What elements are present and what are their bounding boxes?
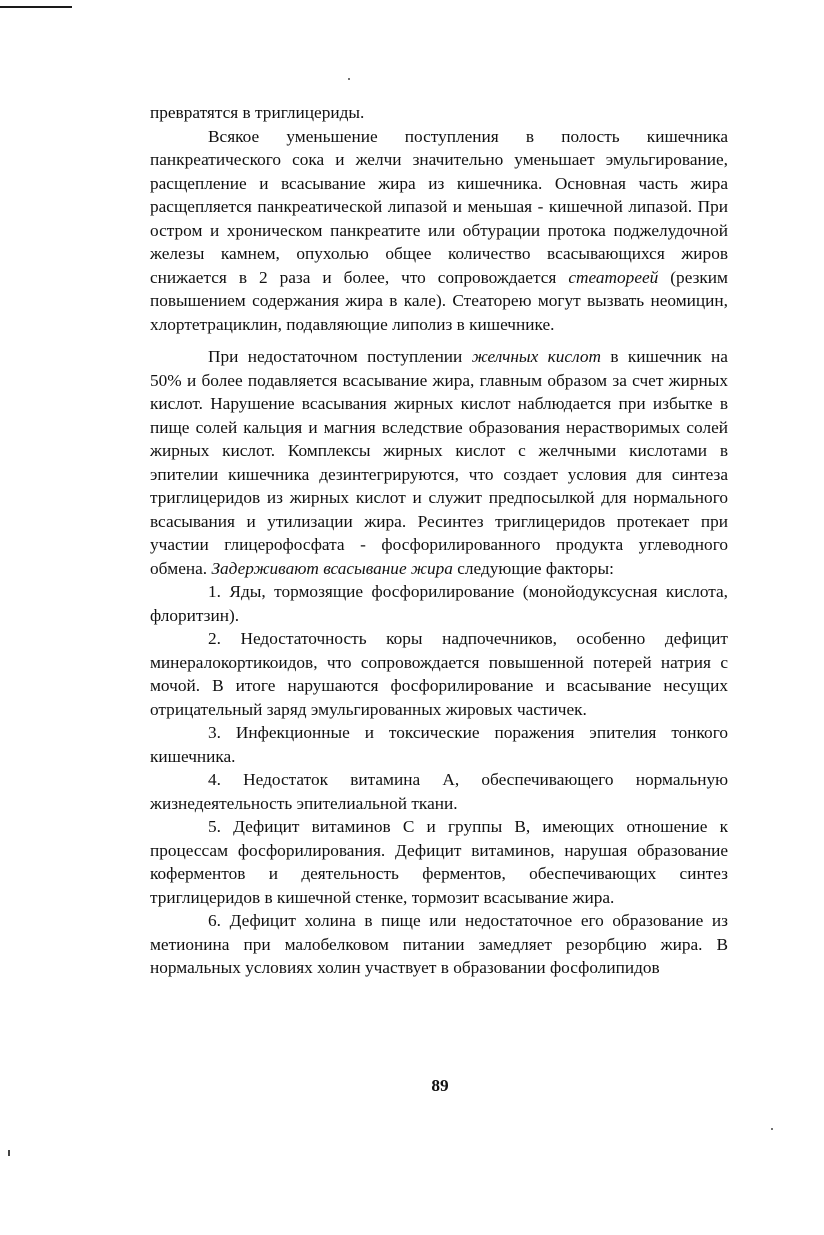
paragraph-text: следующие факторы: — [452, 558, 614, 578]
scan-speck — [8, 1150, 10, 1156]
paragraph-text: превратятся в триглицериды. — [150, 103, 365, 122]
italic-term: Задерживают всасывание жира — [211, 558, 453, 578]
list-item-2 — [150, 627, 728, 721]
paragraph-bile-acids — [150, 345, 728, 580]
list-item-4 — [150, 768, 728, 815]
paragraph-text: 4. Недостаток витамина А, обеспечивающего нормальную жизнедеятельность эпителиальной ткани. — [150, 770, 728, 813]
paragraph-text: 2. Недостаточность коры надпочечников, особенно дефицит минералокортикоидов, что сопровождается повышенной потерей натрия с мочой. В итоге нарушаются фосфорилирование и всасывание несущих отрицательный заряд эмульгированных жировых частичек. — [150, 629, 728, 719]
paragraph-text: (резким повышением содержания жира в кале). Стеаторею могут вызвать неомицин, хлортетрациклин, подавляющие липолиз в кишечнике. — [150, 267, 728, 334]
list-item-3 — [150, 721, 728, 768]
page-number: 89 — [431, 1076, 449, 1095]
top-edge-rule — [0, 6, 72, 8]
list-item-6 — [150, 909, 728, 980]
paragraph-text: При недостаточном поступлении — [208, 347, 472, 366]
paragraph-continuation — [150, 101, 728, 125]
scan-speck — [348, 78, 350, 80]
paragraph-text: 1. Яды, тормозящие фосфорилирование (монойодуксусная кислота, флоритзин). — [150, 582, 728, 625]
paragraph-text: 5. Дефицит витаминов С и группы В, имеющих отношение к процессам фосфорилирования. Дефицит витаминов, нарушая образование коферментов и деятельность ферментов, обеспечивающих синтез триглицеридов в кишечной стенке, тормозит всасывание жира. — [150, 817, 728, 907]
paragraph-text: 3. Инфекционные и токсические поражения эпителия тонкого кишечника. — [150, 723, 728, 766]
paragraph-text: в кишечник на 50% и более подавляется всасывание жира, главным образом за счет жирных кислот. Нарушение всасывания жирных кислот наблюдается при избытке в пище солей кальция и магния вследствие образования нерастворимых солей жирных кислот. Комплексы жирных кислот с желчными кислотами в эпителии кишечника дезинтегрируются, что создает условия для синтеза триглицеридов из жирных кислот и служит предпосылкой для нормального всасывания и утилизации жира. Ресинтез триглицеридов протекает при участии глицерофосфата - фосфорилированного продукта углеводного обмена. — [150, 347, 728, 578]
paragraph-text: Всякое уменьшение поступления в полость кишечника панкреатического сока и желчи значительно уменьшает эмульгирование, расщепление и всасывание жира из кишечника. Основная часть жира расщепляется панкреатической липазой и меньшая - кишечной липазой. При остром и хроническом панкреатите или обтурации протока поджелудочной железы камнем, опухолью общее количество всасывающихся жиров снижается в 2 раза и более, что сопровождается — [150, 126, 728, 287]
scan-speck — [771, 1128, 773, 1130]
italic-term: стеатореей — [568, 267, 659, 287]
paragraph-text: 6. Дефицит холина в пище или недостаточное его образование из метионина при малобелковом питании замедляет резорбцию жира. В нормальных условиях холин участвует в образовании фосфолипидов — [150, 911, 728, 977]
italic-term: желчных кислот — [471, 347, 601, 366]
list-item-1 — [150, 580, 728, 627]
paragraph-pancreatic-juice — [150, 125, 728, 337]
page-body — [150, 101, 728, 980]
list-item-5 — [150, 815, 728, 909]
